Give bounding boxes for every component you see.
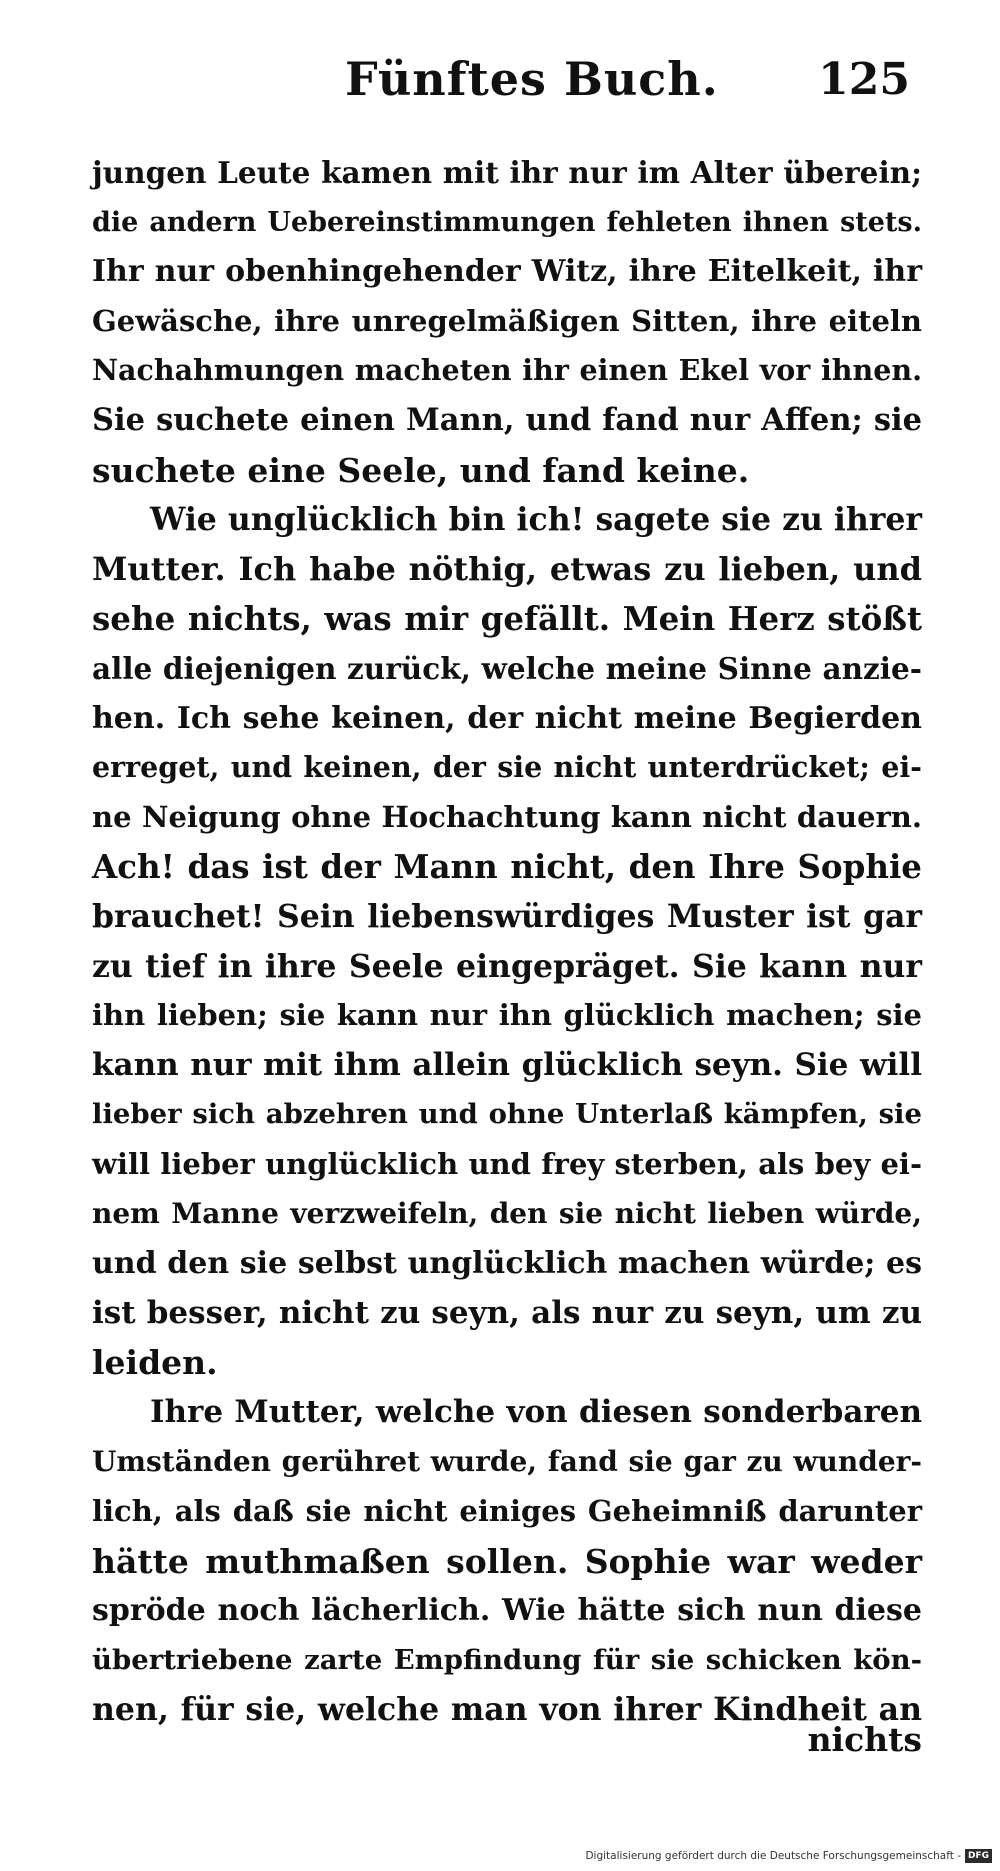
text-line: erreget, und keinen, der sie nicht unterdrücket; ei- [92,750,922,785]
text-line: Sie suchete einen Mann, und fand nur Affen; sie [92,401,922,438]
text-line: sehe nichts, was mir gefällt. Mein Herz stößt [92,599,922,639]
text-line: Ach! das ist der Mann nicht, den Ihre Sophie [92,847,922,887]
text-line: Nachahmungen macheten ihr einen Ekel vor ihnen. [92,353,922,388]
text-line: hätte muthmaßen sollen. Sophie war weder [92,1541,922,1581]
catchword: nichts [807,1720,922,1759]
text-line: hen. Ich sehe keinen, der nicht meine Begierden [92,700,922,736]
text-line: übertriebene zarte Empfindung für sie schicken kön- [92,1643,922,1676]
text-line: lieber sich abzehren und ohne Unterlaß kämpfen, sie [92,1098,922,1131]
text-line: will lieber unglücklich und frey sterben, als bey ei- [92,1146,922,1181]
page-header [90,52,920,112]
digitization-credit [585,1849,992,1863]
credit-text: Digitalisierung gefördert durch die Deutsche Forschungsgemeinschaft - [585,1850,961,1862]
text-line: leiden. [92,1343,218,1383]
page-number: 125 [818,54,910,105]
text-line: ist besser, nicht zu seyn, als nur zu seyn, um zu [92,1294,922,1331]
text-line: und den sie selbst unglücklich machen würde; es [92,1246,922,1282]
text-line: Umständen gerühret wurde, fand sie gar zu wunder- [92,1445,922,1479]
paragraph-start-line: Wie unglücklich bin ich! sagete sie zu ihrer [150,501,922,539]
text-line: Mutter. Ich habe nöthig, etwas zu lieben, und [92,549,922,588]
body-text [92,148,922,1735]
paragraph-start-line: Ihre Mutter, welche von diesen sonderbaren [150,1393,922,1430]
text-line: Gewäsche, ihre unregelmäßigen Sitten, ihre eiteln [92,303,922,338]
text-line: brauchet! Sein liebenswürdiges Muster ist gar [92,897,922,935]
dfg-logo: DFG [965,1849,992,1863]
text-line: nem Manne verzweifeln, den sie nicht lieben würde, [92,1197,922,1231]
text-line: suchete eine Seele, und fand keine. [92,450,750,490]
text-line: lich, als daß sie nicht einiges Geheimniß darunter [92,1494,922,1529]
text-line: alle diejenigen zurück, welche meine Sinne anzie- [92,650,922,686]
text-line: jungen Leute kamen mit ihr nur im Alter überein; [92,155,922,190]
text-line: ne Neigung ohne Hochachtung kann nicht dauern. [92,799,922,834]
text-line: nen, für sie, welche man von ihrer Kindheit an [92,1691,922,1729]
text-line: kann nur mit ihm allein glücklich seyn. Sie will [92,1046,922,1083]
running-title: Fünftes Buch. [345,52,719,106]
text-line: zu tief in ihre Seele eingepräget. Sie kann nur [92,947,922,985]
text-line: spröde noch lächerlich. Wie hätte sich nun diese [92,1593,922,1629]
text-line: die andern Uebereinstimmungen fehleten ihnen stets. [92,206,922,238]
text-line: Ihr nur obenhingehender Witz, ihre Eitelkeit, ihr [92,254,922,290]
text-line: ihn lieben; sie kann nur ihn glücklich machen; sie [92,998,922,1033]
